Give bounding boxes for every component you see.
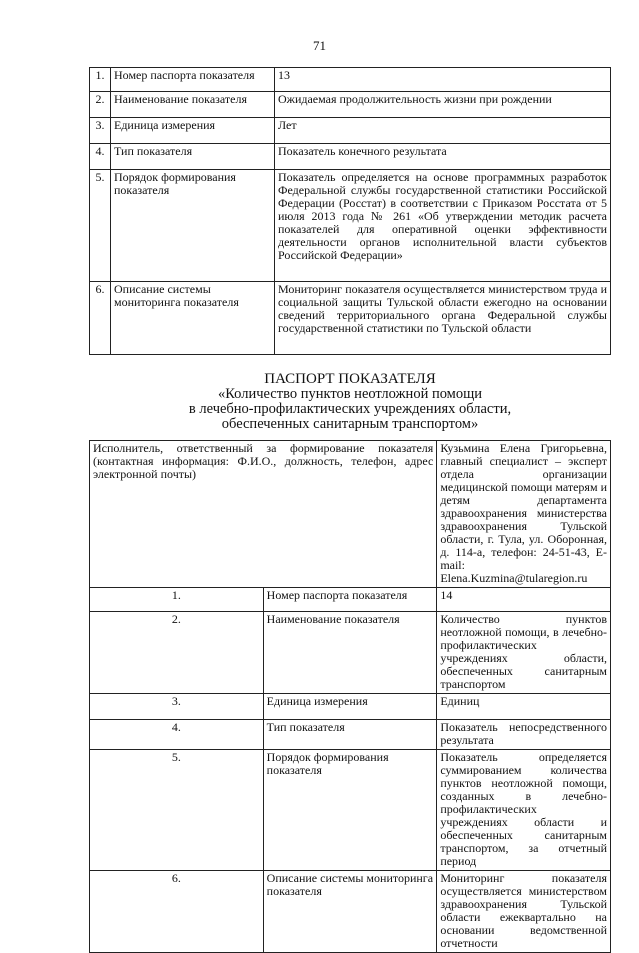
table-row [90,144,611,170]
table-row [90,612,611,694]
page-number: 71 [313,38,326,53]
row-number: 1. [90,68,111,92]
executor-label: Исполнитель, ответственный за формирование показателя (контактная информация: Ф.И.О., должность, телефон, адрес электронной почты) [90,441,437,588]
indicator-passport-table-13 [89,67,611,355]
row-label: Наименование показателя [263,612,437,694]
row-number: 3. [90,118,111,144]
row-value: Мониторинг показателя осуществляется министерством труда и социальной защиты Тульской области ежегодно на основании сведений территориального органа Федеральной службы государственной статистики по Тульской области [275,282,611,355]
row-label: Единица измерения [263,694,437,720]
row-label: Тип показателя [111,144,275,170]
table-row [90,68,611,92]
row-label: Описание системы мониторинга показателя [263,871,437,953]
row-value: Единиц [437,694,611,720]
row-label: Тип показателя [263,720,437,750]
row-number: 4. [90,144,111,170]
row-value: Показатель определяется суммированием количества пунктов неотложной помощи, созданных в лечебно-профилактических учреждениях области и обеспеченных санитарным транспортом, за отчетный период [437,750,611,871]
row-value: 13 [275,68,611,92]
heading-line: «Количество пунктов неотложной помощи [217,386,483,402]
table-row [90,282,611,355]
row-value: Лет [275,118,611,144]
table-row [90,588,611,612]
passport-heading [89,372,611,432]
row-label: Порядок формирования показателя [263,750,437,871]
row-number: 2. [90,92,111,118]
row-number: 6. [90,871,264,953]
row-label: Единица измерения [111,118,275,144]
row-value: Показатель конечного результата [275,144,611,170]
heading-title: ПАСПОРТ ПОКАЗАТЕЛЯ [264,371,436,387]
table-row [90,118,611,144]
row-value: 14 [437,588,611,612]
indicator-passport-table-14 [89,440,611,953]
row-label: Наименование показателя [111,92,275,118]
heading-line: обеспеченных санитарным транспортом» [221,416,479,432]
row-number: 1. [90,588,264,612]
row-label: Номер паспорта показателя [111,68,275,92]
heading-line: в лечебно-профилактических учреждениях области, [188,401,512,417]
table-row [90,694,611,720]
table-row [90,170,611,282]
row-label: Описание системы мониторинга показателя [111,282,275,355]
row-number: 3. [90,694,264,720]
row-value: Показатель непосредственного результата [437,720,611,750]
executor-row [90,441,611,588]
table-row [90,92,611,118]
row-number: 4. [90,720,264,750]
row-number: 5. [90,170,111,282]
row-number: 5. [90,750,264,871]
row-label: Номер паспорта показателя [263,588,437,612]
table-row [90,720,611,750]
table-row [90,871,611,953]
table-row [90,750,611,871]
row-number: 6. [90,282,111,355]
row-value: Ожидаемая продолжительность жизни при рождении [275,92,611,118]
row-value: Количество пунктов неотложной помощи, в лечебно-профилактических учреждениях области, обеспеченных санитарным транспортом [437,612,611,694]
executor-value: Кузьмина Елена Григорьевна, главный специалист – эксперт отдела организации медицинской помощи матерям и детям департамента здравоохранения министерства здравоохранения Тульской области, г. Тула, ул. Оборонная, д. 114-а, телефон: 24-51-43, E-mail: Elena.Kuzmina@tularegion.ru [437,441,611,588]
row-number: 2. [90,612,264,694]
row-value: Показатель определяется на основе программных разработок Федеральной службы государственной статистики Российской Федерации (Росстат) в соответствии с Приказом Росстата от 5 июля 2013 года № 261 «Об утверждении методик расчета показателей для оперативной оценки эффективности деятельности органов исполнительной власти субъектов Российской Федерации» [275,170,611,282]
row-value: Мониторинг показателя осуществляется министерством здравоохранения Тульской области ежеквартально на основании ведомственной отчетности [437,871,611,953]
row-label: Порядок формирования показателя [111,170,275,282]
